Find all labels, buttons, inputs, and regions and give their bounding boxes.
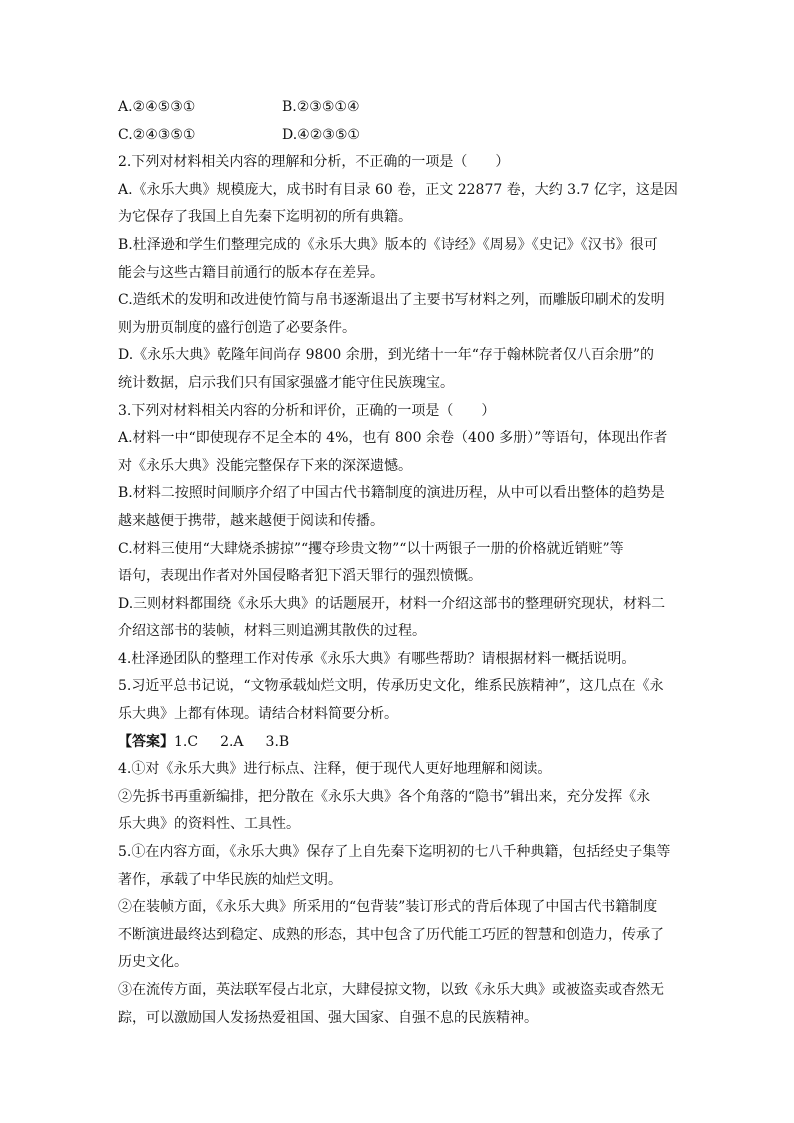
option-a: A.②④⑤③① <box>118 99 196 115</box>
answer-5-point-1: 5.①在内容方面，《永乐大典》保存了上自先秦下迄明初的七八千种典籍，包括经史子集等 <box>118 844 671 861</box>
question-2-option-b: B.杜泽逊和学生们整理完成的《永乐大典》版本的《诗经》《周易》《史记》《汉书》很可 <box>118 236 658 253</box>
question-2-option-d-cont: 统计数据，启示我们只有国家强盛才能守住民族瑰宝。 <box>118 374 454 391</box>
answer-1: 1.C <box>174 733 199 750</box>
answer-5-point-2: ②在装帧方面，《永乐大典》所采用的“包背装”装订形式的背后体现了中国古代书籍制度 <box>118 899 658 916</box>
option-b: B.②③⑤①④ <box>282 99 360 115</box>
option-d: D.④②③⑤① <box>282 126 360 143</box>
document-body <box>118 94 678 1032</box>
question-3-option-a: A.材料一中“即使现存不足全本的 4%，也有 800 余卷（400 多册）”等语句，体现出作者 <box>118 430 668 447</box>
option-row-1 <box>118 94 678 122</box>
answer-5-point-2-cont2: 历史文化。 <box>118 954 188 971</box>
answer-5-point-1-cont: 著作，承载了中华民族的灿烂文明。 <box>118 871 342 888</box>
question-2-option-a: A.《永乐大典》规模庞大，成书时有目录 60 卷，正文 22877 卷，大约 3.7 亿字，这是因 <box>118 181 678 198</box>
answer-tag: 【答案】 <box>118 733 174 750</box>
question-2-option-a-cont: 为它保存了我国上自先秦下迄明初的所有典籍。 <box>118 209 412 226</box>
answer-3: 3.B <box>265 733 290 750</box>
option-c: C.②④③⑤① <box>118 126 196 143</box>
question-3-option-a-cont: 对《永乐大典》没能完整保存下来的深深遗憾。 <box>118 457 412 474</box>
question-3-option-b-cont: 越来越便于携带，越来越便于阅读和传播。 <box>118 512 384 529</box>
question-2-option-d: D.《永乐大典》乾隆年间尚存 9800 余册，到光绪十一年“存于翰林院者仅八百余册”的 <box>118 347 655 364</box>
question-3-stem: 3.下列对材料相关内容的分析和评价，正确的一项是（ ） <box>118 402 496 419</box>
answer-4-point-1: 4.①对《永乐大典》进行标点、注释，便于现代人更好地理解和阅读。 <box>118 761 552 778</box>
answer-2: 2.A <box>220 733 244 750</box>
question-3-option-c-cont: 语句，表现出作者对外国侵略者犯下滔天罪行的强烈愤慨。 <box>118 568 482 585</box>
answer-4-point-2: ②先拆书再重新编排，把分散在《永乐大典》各个角落的“隐书”辑出来，充分发挥《永 <box>118 788 651 805</box>
answer-5-point-2-cont: 不断演进最终达到稳定、成熟的形态，其中包含了历代能工巧匠的智慧和创造力，传承了 <box>118 926 664 943</box>
question-2-option-c: C.造纸术的发明和改进使竹简与帛书逐渐退出了主要书写材料之列，而雕版印刷术的发明 <box>118 292 665 309</box>
question-3-option-b: B.材料二按照时间顺序介绍了中国古代书籍制度的演进历程，从中可以看出整体的趋势是 <box>118 485 665 502</box>
answer-5-point-3-cont: 踪，可以激励国人发扬热爱祖国、强大国家、自强不息的民族精神。 <box>118 1009 538 1026</box>
question-4-stem: 4.杜泽逊团队的整理工作对传承《永乐大典》有哪些帮助？请根据材料一概括说明。 <box>118 650 636 667</box>
option-row-2 <box>118 122 678 150</box>
question-2-option-c-cont: 则为册页制度的盛行创造了必要条件。 <box>118 319 356 336</box>
answer-4-point-2-cont: 乐大典》的资料性、工具性。 <box>118 816 300 833</box>
question-3-option-d-cont: 介绍这部书的装帧，材料三则追溯其散佚的过程。 <box>118 623 426 640</box>
question-3-option-c: C.材料三使用“大肆烧杀掳掠”“攫夺珍贵文物”“以十两银子一册的价格就近销赃”等 <box>118 540 624 557</box>
question-3-option-d: D.三则材料都围绕《永乐大典》的话题展开，材料一介绍这部书的整理研究现状，材料二 <box>118 595 666 612</box>
question-2-option-b-cont: 能会与这些古籍目前通行的版本存在差异。 <box>118 264 384 281</box>
question-2-stem: 2.下列对材料相关内容的理解和分析，不正确的一项是（ ） <box>118 154 510 171</box>
question-5-stem-cont: 乐大典》上都有体现。请结合材料简要分析。 <box>118 706 398 723</box>
question-5-stem: 5.习近平总书记说，“文物承载灿烂文明，传承历史文化，维系民族精神”，这几点在《永 <box>118 678 664 695</box>
answer-5-point-3: ③在流传方面，英法联军侵占北京，大肆侵掠文物，以致《永乐大典》或被盗卖或杳然无 <box>118 982 664 998</box>
answer-key <box>118 729 678 757</box>
